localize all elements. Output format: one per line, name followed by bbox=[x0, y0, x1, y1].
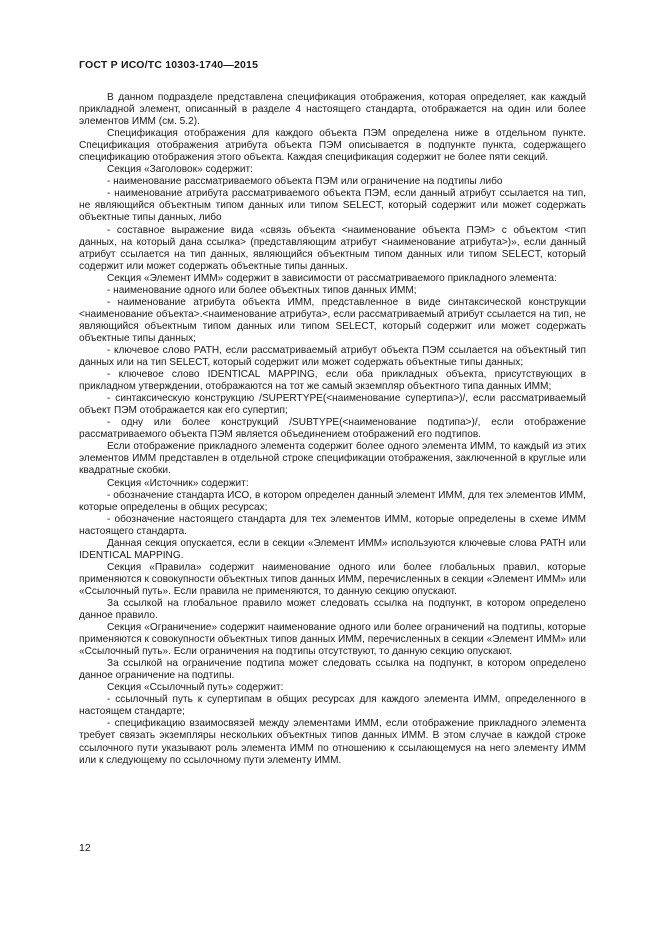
paragraph: За ссылкой на ограничение подтипа может следовать ссылка на подпункт, в котором определено данное ограничение на подтипы. bbox=[79, 658, 586, 682]
paragraph: Секция «Заголовок» содержит: bbox=[107, 164, 253, 176]
paragraph: Если отображение прикладного элемента содержит более одного элемента ИММ, то каждый из этих элементов ИММ представлен в отдельной строке спецификации отображения, заключенной в круглые или квадратные скобки. bbox=[79, 441, 586, 477]
body-text bbox=[79, 92, 586, 767]
paragraph: Секция «Источник» содержит: bbox=[107, 477, 249, 489]
paragraph: - спецификацию взаимосвязей между элементами ИММ, если отображение прикладного элемента требует связать экземпляры нескольких объектных типов данных ИММ. В этом случае в каждой строке ссылочного пути указывают роль элемента ИММ по отношению к ссылающемуся на него элементу ИММ или к следующему по ссылочному пути элементу ИММ. bbox=[79, 718, 586, 766]
paragraph: Спецификация отображения для каждого объекта ПЭМ определена ниже в отдельном пункте. Спецификация отображения атрибута объекта ПЭМ описывается в подпункте пункта, содержащего спецификацию отображения этого объекта. Каждая спецификация содержит не более пяти секций. bbox=[79, 128, 586, 164]
paragraph: - одну или более конструкций /SUBTYPE(<наименование подтипа>)/, если отображение рассматриваемого объекта ПЭМ является объединением отображений его подтипов. bbox=[79, 417, 586, 441]
paragraph: - обозначение настоящего стандарта для тех элементов ИММ, которые определены в схеме ИММ настоящего стандарта. bbox=[79, 513, 586, 537]
paragraph: Данная секция опускается, если в секции «Элемент ИММ» используются ключевые слова PATH или IDENTICAL MAPPING. bbox=[79, 537, 586, 561]
paragraph: - ключевое слово IDENTICAL MAPPING, если оба прикладных объекта, присутствующих в прикладном утверждении, отображаются на тот же самый экземпляр объектного типа данных ИММ; bbox=[79, 369, 586, 393]
paragraph: - наименование рассматриваемого объекта ПЭМ или ограничение на подтипы либо bbox=[107, 176, 503, 188]
paragraph: В данном подразделе представлена спецификация отображения, которая определяет, как каждый прикладной элемент, описанный в разделе 4 настоящего стандарта, отображается на один или более элементов ИММ (см. 5.2). bbox=[79, 92, 586, 128]
paragraph: Секция «Элемент ИММ» содержит в зависимости от рассматриваемого прикладного элемента: bbox=[107, 272, 557, 284]
paragraph: - ссылочный путь к супертипам в общих ресурсах для каждого элемента ИММ, определенного в настоящем стандарте; bbox=[79, 694, 586, 718]
paragraph: - ключевое слово PATH, если рассматриваемый атрибут объекта ПЭМ ссылается на объектный тип данных или на тип SELECT, который содержит или может содержать объектные типы данных; bbox=[79, 344, 586, 369]
paragraph: Секция «Ограничение» содержит наименование одного или более ограничений на подтипы, которые применяются к совокупности объектных типов данных ИММ, перечисленных в секции «Элемент ИММ» или «Ссылочный путь». Если ограничения на подтипы отсутствуют, то данную секцию опускают. bbox=[79, 622, 586, 658]
paragraph: - наименование одного или более объектных типов данных ИММ; bbox=[107, 284, 417, 296]
paragraph: - наименование атрибута рассматриваемого объекта ПЭМ, если данный атрибут ссылается на тип, не являющийся объектным типом данных или типом SELECT, который содержит или может содержать объектные типы данных, либо bbox=[79, 188, 586, 224]
paragraph: - составное выражение вида «связь объекта <наименование объекта ПЭМ> с объектом <тип данных, на который дана ссылка> (представляющим атрибут <наименование атрибута>)», если данный атрибут ссылается на тип данных, являющийся объектным типом данных или типом SELECT, который содержит или может содержать объектные типы данных. bbox=[79, 224, 586, 272]
paragraph: - наименование атрибута объекта ИММ, представленное в виде синтаксической конструкции <наименование объекта>.<наименование атрибута>, если рассматриваемый атрибут ссылается на тип, не являющийся объектным типом данных или типом SELECT, который содержит или может содержать объектные типы данных; bbox=[79, 296, 586, 344]
page-number: 12 bbox=[79, 842, 91, 854]
paragraph: За ссылкой на глобальное правило может следовать ссылка на подпункт, в котором определено данное правило. bbox=[79, 597, 586, 622]
document-header: ГОСТ Р ИСО/ТС 10303-1740—2015 bbox=[79, 59, 259, 71]
paragraph: Секция «Ссылочный путь» содержит: bbox=[107, 682, 284, 694]
paragraph: - синтаксическую конструкцию /SUPERTYPE(<наименование супертипа>)/, если рассматриваемый объект ПЭМ отображается как его супертип; bbox=[79, 393, 586, 417]
paragraph: - обозначение стандарта ИСО, в котором определен данный элемент ИММ, для тех элементов ИММ, которые определены в общих ресурсах; bbox=[79, 489, 586, 513]
paragraph: Секция «Правила» содержит наименование одного или более глобальных правил, которые применяются к совокупности объектных типов данных ИММ, перечисленных в секции «Элемент ИММ» или «Ссылочный путь». Если правила не применяются, то данную секцию опускают. bbox=[79, 561, 586, 597]
